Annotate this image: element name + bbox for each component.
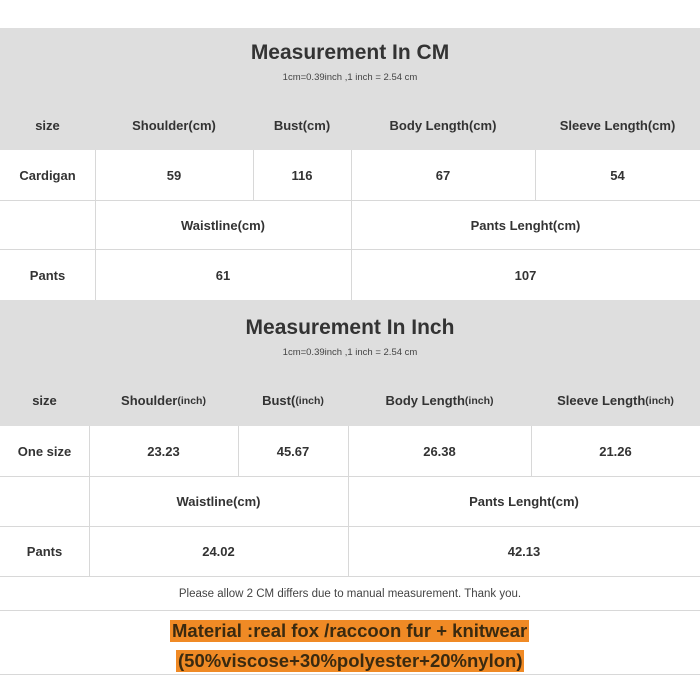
inch-header-size: size [32,393,57,408]
cm-cardigan-bust: 116 [291,167,313,183]
material-line-1: Material :real fox /raccoon fur + knitwear [172,620,528,641]
inch-header-row [0,375,700,426]
cm-grid-line [253,150,254,200]
inch-grid-line [0,576,700,577]
inch-onesize-body-length: 26.38 [423,444,456,459]
inch-pants-header-row [0,477,700,526]
inch-header-sleeve-length: Sleeve Length (inch) [557,393,674,408]
inch-header-pants-length: Pants Lenght(cm) [469,494,579,509]
inch-onesize-row [0,426,700,477]
cm-table-subtitle: 1cm=0.39inch ,1 inch = 2.54 cm [282,72,418,83]
cm-cardigan-sleeve-length: 54 [610,167,625,183]
inch-pants-label: Pants [26,543,63,559]
cm-cardigan-body-length: 67 [435,167,451,183]
cm-table-title: Measurement In CM [250,41,450,64]
cm-header-row [0,100,700,150]
inch-grid-line [348,426,349,576]
bottom-divider [0,674,700,675]
cm-pants-row [0,250,700,300]
cm-grid-line [535,150,536,200]
note-divider [0,610,700,611]
inch-onesize-bust: 45.67 [276,444,310,459]
cm-header-size: size [35,117,60,133]
cm-cardigan-row [0,150,700,200]
cm-header-bust: Bust(cm) [273,117,331,133]
cm-header-body-length: Body Length(cm) [389,117,497,133]
cm-grid-line [95,150,96,300]
inch-header-bust: Bust( (inch) [262,393,324,408]
cm-pants-waistline: 61 [215,267,231,283]
inch-onesize-sleeve-length: 21.26 [599,444,632,459]
material-line-2: (50%viscose+30%polyester+20%nylon) [178,650,523,671]
inch-table-title: Measurement In Inch [245,316,455,339]
inch-grid-line [89,426,90,576]
cm-grid-line [351,150,352,300]
cm-grid-line [0,200,700,201]
cm-grid-line [0,249,700,250]
inch-header-waistline: Waistline(cm) [176,494,261,509]
inch-pants-row [0,526,700,576]
inch-table-subtitle: 1cm=0.39inch ,1 inch = 2.54 cm [282,347,418,358]
cm-cardigan-shoulder: 59 [166,167,182,183]
inch-pants-length: 42.13 [507,543,541,559]
cm-pants-label: Pants [29,267,66,283]
inch-onesize-label: One size [17,444,72,459]
cm-header-shoulder: Shoulder(cm) [132,117,216,133]
inch-grid-line [0,476,700,477]
cm-header-waistline: Waistline(cm) [180,217,266,233]
cm-pants-length: 107 [514,267,537,283]
inch-pants-waistline: 24.02 [202,543,235,559]
cm-header-pants-length: Pants Lenght(cm) [470,217,581,233]
measurement-note: Please allow 2 CM differs due to manual measurement. Thank you. [178,588,522,600]
cm-pants-header-row [0,200,700,250]
inch-grid-line [531,426,532,477]
inch-header-body-length: Body Length (inch) [385,393,494,408]
inch-grid-line [0,526,700,527]
inch-header-shoulder: Shoulder (inch) [121,393,206,408]
inch-onesize-shoulder: 23.23 [147,444,180,459]
inch-grid-line [238,426,239,477]
cm-header-sleeve-length: Sleeve Length(cm) [559,117,676,133]
cm-cardigan-label: Cardigan [19,167,76,183]
